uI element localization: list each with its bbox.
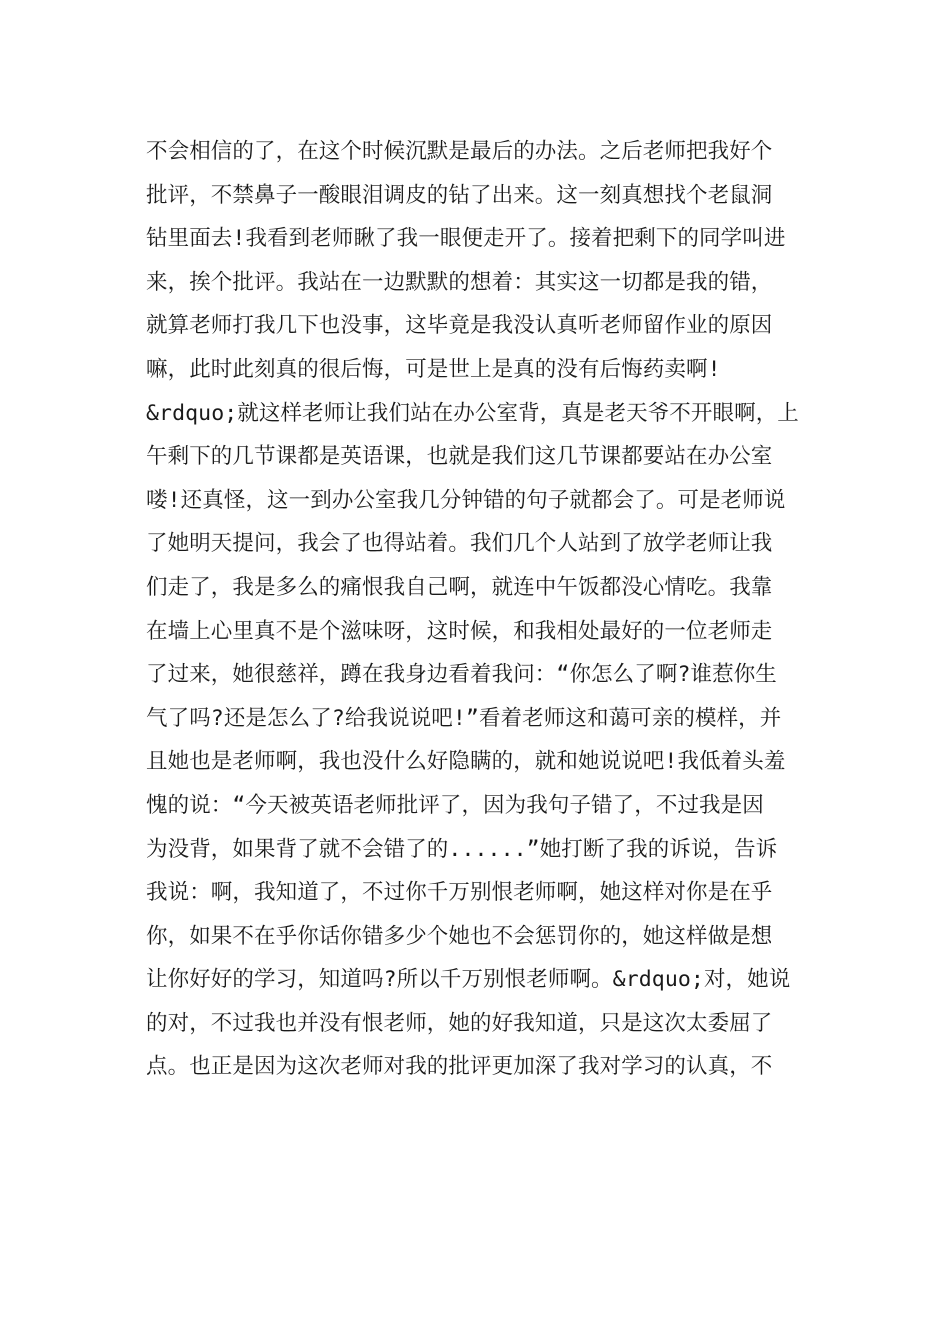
text-line: 喽!还真怪，这一到办公室我几分钟错的句子就都会了。可是老师说 bbox=[146, 487, 786, 513]
text-line: 点。也正是因为这次老师对我的批评更加深了我对学习的认真，不 bbox=[146, 1054, 773, 1080]
text-line: 在墙上心里真不是个滋味呀，这时候，和我相处最好的一位老师走 bbox=[146, 618, 773, 644]
text-line: 们走了，我是多么的痛恨我自己啊，就连中午饭都没心情吃。我靠 bbox=[146, 574, 773, 600]
text-line: 为没背，如果背了就不会错了的......”她打断了我的诉说，告诉 bbox=[146, 836, 778, 862]
text-line: &rdquo;就这样老师让我们站在办公室背，真是老天爷不开眼啊，上 bbox=[146, 400, 799, 426]
text-line: 嘛，此时此刻真的很后悔，可是世上是真的没有后悔药卖啊! bbox=[146, 356, 721, 382]
text-line: 就算老师打我几下也没事，这毕竟是我没认真听老师留作业的原因 bbox=[146, 313, 773, 339]
text-line: 了过来，她很慈祥，蹲在我身边看着我问：“你怎么了啊?谁惹你生 bbox=[146, 662, 777, 688]
body-text bbox=[146, 130, 826, 1089]
text-line: 不会相信的了，在这个时候沉默是最后的办法。之后老师把我好个 bbox=[146, 139, 773, 164]
text-line: 的对，不过我也并没有恨老师，她的好我知道，只是这次太委屈了 bbox=[146, 1010, 773, 1036]
text-line: 气了吗?还是怎么了?给我说说吧!”看着老师这和蔼可亲的模样，并 bbox=[146, 705, 782, 731]
text-line: 你，如果不在乎你话你错多少个她也不会惩罚你的，她这样做是想 bbox=[146, 923, 773, 949]
text-line: 了她明天提问，我会了也得站着。我们几个人站到了放学老师让我 bbox=[146, 531, 773, 557]
text-line: 午剩下的几节课都是英语课，也就是我们这几节课都要站在办公室 bbox=[146, 444, 773, 470]
text-line: 我说：啊，我知道了，不过你千万别恨老师啊，她这样对你是在乎 bbox=[146, 880, 773, 906]
text-line: 让你好好的学习，知道吗?所以千万别恨老师啊。&rdquo;对，她说 bbox=[146, 967, 791, 993]
text-line: 且她也是老师啊，我也没什么好隐瞒的，就和她说说吧!我低着头羞 bbox=[146, 749, 786, 775]
text-line: 愧的说：“今天被英语老师批评了，因为我句子错了，不过我是因 bbox=[146, 792, 764, 818]
text-line: 来，挨个批评。我站在一边默默的想着：其实这一切都是我的错， bbox=[146, 269, 773, 295]
text-line: 钻里面去!我看到老师瞅了我一眼便走开了。接着把剩下的同学叫进 bbox=[146, 226, 786, 252]
text-line: 批评，不禁鼻子一酸眼泪调皮的钻了出来。这一刻真想找个老鼠洞 bbox=[146, 182, 773, 208]
